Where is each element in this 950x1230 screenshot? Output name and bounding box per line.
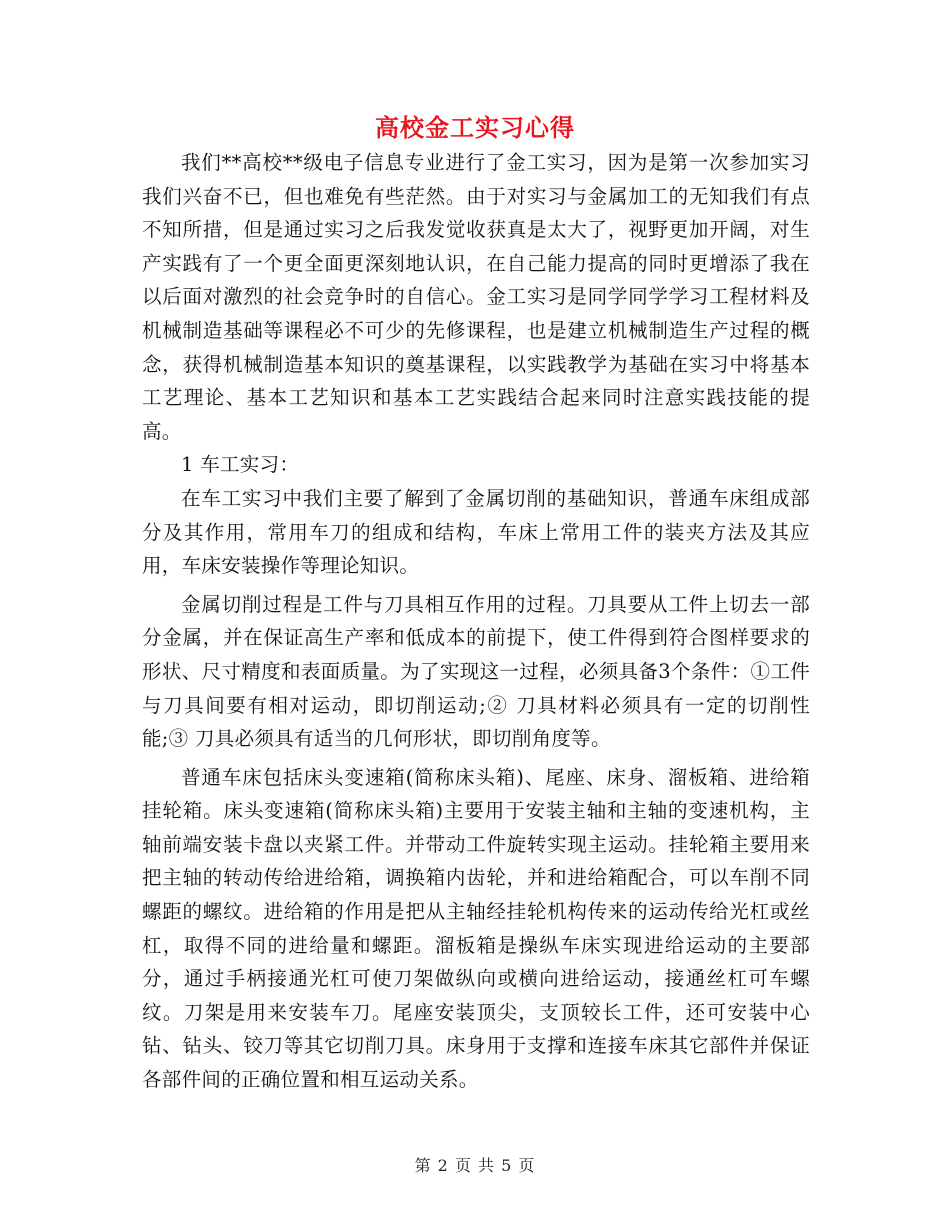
page-number: 第 2 页 共 5 页 [414,1156,536,1175]
paragraph-lathe-practice: 在车工实习中我们主要了解到了金属切削的基础知识，普通车床组成部分及其作用，常用车刀的组成和结构，车床上常用工件的装夹方法及其应用，车床安装操作等理论知识。 [142,486,810,578]
document-title: 高校金工实习心得 [375,113,575,142]
section-heading-lathe: 1 车工实习： [181,453,300,477]
paragraph-cutting-process: 金属切削过程是工件与刀具相互作用的过程。刀具要从工件上切去一部分金属，并在保证高生产率和低成本的前提下，使工件得到符合图样要求的形状、尺寸精度和表面质量。为了实现这一过程，必须具备3个条件：①工件与刀具间要有相对运动，即切削运动;② 刀具材料必须具有一定的切削性能;③ 刀具必须具有适当的几何形状，即切削角度等。 [142,592,810,751]
paragraph-lathe-structure: 普通车床包括床头变速箱(简称床头箱)、尾座、床身、溜板箱、进给箱挂轮箱。床头变速箱(简称床头箱)主要用于安装主轴和主轴的变速机构，主轴前端安装卡盘以夹紧工件。并带动工件旋转实现主运动。挂轮箱主要用来把主轴的转动传给进给箱，调换箱内齿轮，并和进给箱配合，可以车削不同螺距的螺纹。进给箱的作用是把从主轴经挂轮机构传来的运动传给光杠或丝杠，取得不同的进给量和螺距。溜板箱是操纵车床实现进给运动的主要部分，通过手柄接通光杠可使刀架做纵向或横向进给运动，接通丝杠可车螺纹。刀架是用来安装车刀。尾座安装顶尖，支顶较长工件，还可安装中心钻、钻头、铰刀等其它切削刀具。床身用于支撑和连接车床其它部件并保证各部件间的正确位置和相互运动关系。 [142,765,810,1092]
document-body [142,146,810,1097]
paragraph-intro: 我们**高校**级电子信息专业进行了金工实习，因为是第一次参加实习我们兴奋不已，但也难免有些茫然。由于对实习与金属加工的无知我们有点不知所措，但是通过实习之后我发觉收获真是太大了，视野更加开阔，对生产实践有了一个更全面更深刻地认识，在自己能力提高的同时更增添了我在以后面对激烈的社会竞争时的自信心。金工实习是同学同学学习工程材料及机械制造基础等课程必不可少的先修课程，也是建立机械制造生产过程的概念，获得机械制造基本知识的奠基课程，以实践教学为基础在实习中将基本工艺理论、基本工艺知识和基本工艺实践结合起来同时注意实践技能的提高。 [142,151,810,443]
